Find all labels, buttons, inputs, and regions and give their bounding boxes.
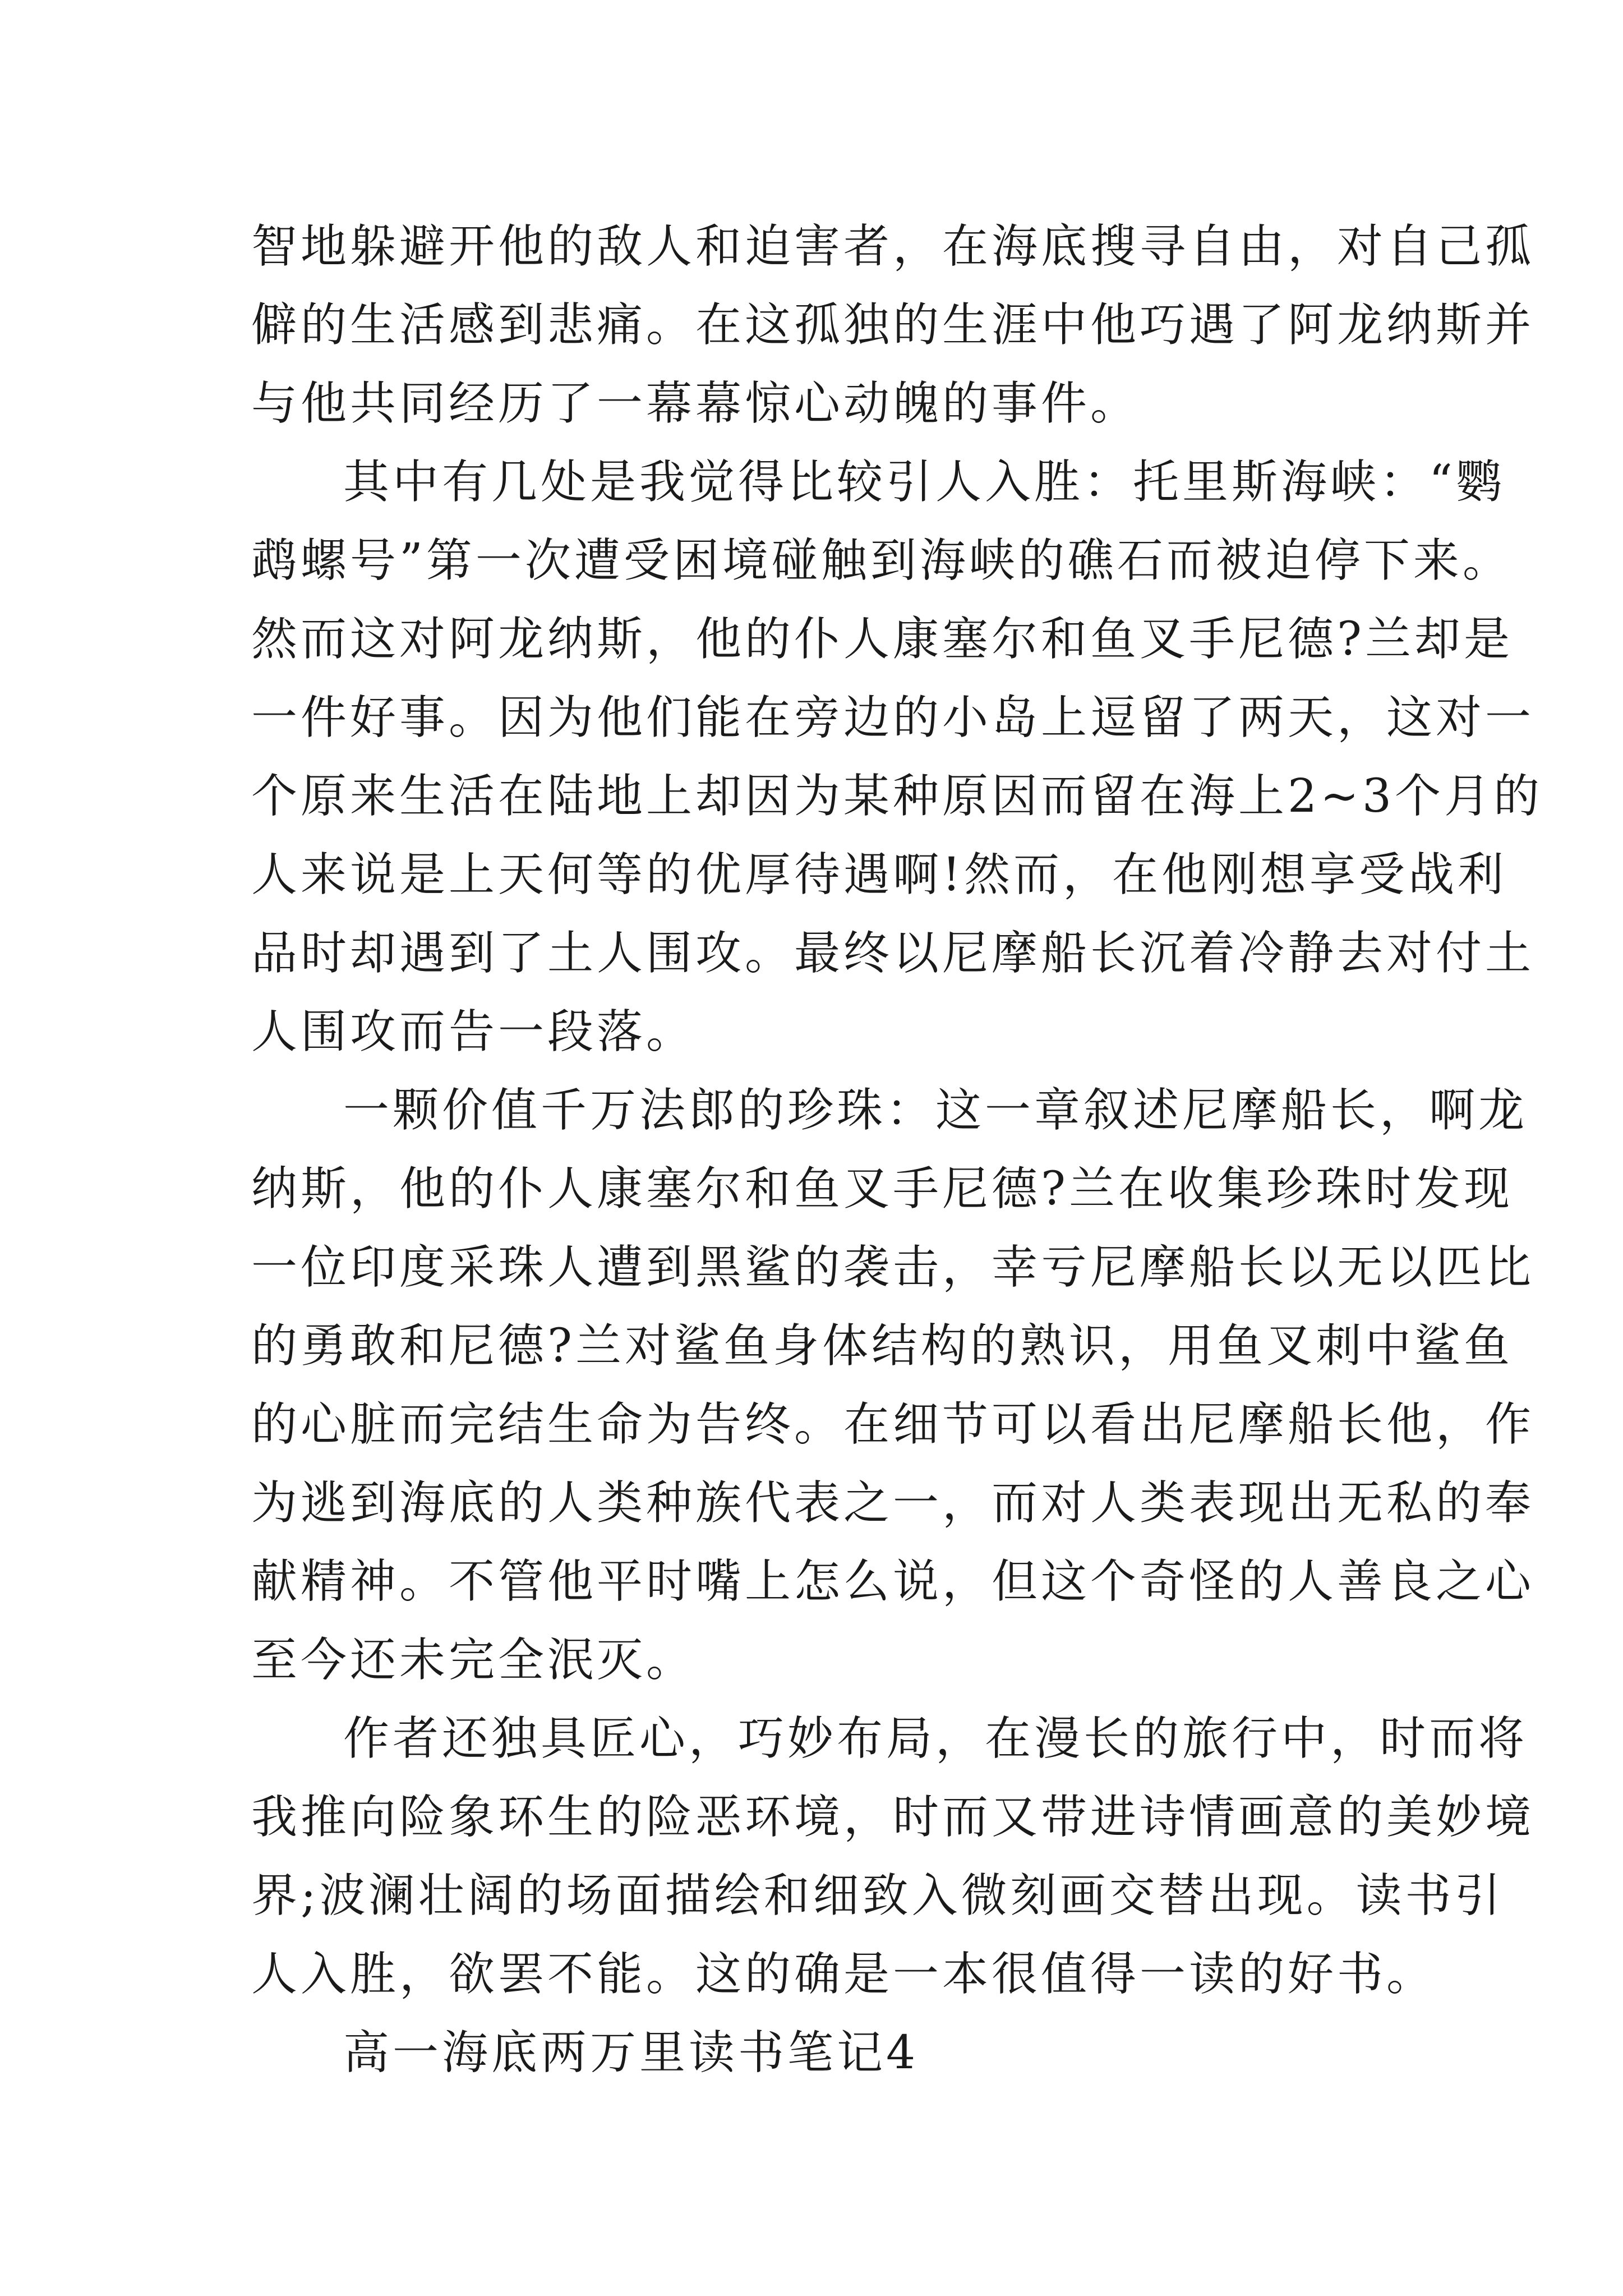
text-line: 与他共同经历了一幕幕惊心动魄的事件。 xyxy=(251,377,1140,430)
text-line: 为逃到海底的人类种族代表之一，而对人类表现出无私的奉 xyxy=(251,1476,1535,1530)
text-line: 我推向险象环生的险恶环境，时而又带进诗情画意的美妙境 xyxy=(251,1791,1535,1844)
text-line: 献精神。不管他平时嘴上怎么说，但这个奇怪的人善良之心 xyxy=(251,1555,1535,1608)
text-line: 至今还未完全泯灭。 xyxy=(251,1634,696,1687)
text-line: 人来说是上天何等的优厚待遇啊!然而，在他刚想享受战利 xyxy=(251,848,1507,901)
text-line: 的心脏而完结生命为告终。在细节可以看出尼摩船长他，作 xyxy=(251,1398,1535,1451)
text-line: 界;波澜壮阔的场面描绘和细致入微刻画交替出现。读书引 xyxy=(251,1869,1504,1922)
text-line: 人围攻而告一段落。 xyxy=(251,1005,696,1059)
text-line: 一颗价值千万法郎的珍珠：这一章叙述尼摩船长，啊龙 xyxy=(343,1084,1528,1137)
text-line: 个原来生活在陆地上却因为某种原因而留在海上2~3个月的 xyxy=(251,770,1543,823)
text-line: 其中有几处是我觉得比较引人入胜：托里斯海峡：“鹦 xyxy=(343,455,1505,509)
text-line: 一位印度采珠人遭到黑鲨的袭击，幸亏尼摩船长以无以匹比 xyxy=(251,1241,1535,1294)
text-line: 鹉螺号”第一次遭受困境碰触到海峡的礁石而被迫停下来。 xyxy=(251,534,1512,587)
text-line: 人入胜，欲罢不能。这的确是一本很值得一读的好书。 xyxy=(251,1948,1436,2001)
section-heading: 高一海底两万里读书笔记4 xyxy=(343,2026,919,2079)
text-line: 然而这对阿龙纳斯，他的仆人康塞尔和鱼叉手尼德?兰却是 xyxy=(251,613,1513,666)
text-line: 僻的生活感到悲痛。在这孤独的生涯中他巧遇了阿龙纳斯并 xyxy=(251,298,1535,352)
text-line: 的勇敢和尼德?兰对鲨鱼身体结构的熟识，用鱼叉刺中鲨鱼 xyxy=(251,1319,1513,1373)
text-line: 一件好事。因为他们能在旁边的小岛上逗留了两天，这对一 xyxy=(251,691,1535,744)
text-line: 纳斯，他的仆人康塞尔和鱼叉手尼德?兰在收集珍珠时发现 xyxy=(251,1162,1513,1216)
text-line: 作者还独具匠心，巧妙布局，在漫长的旅行中，时而将 xyxy=(343,1712,1528,1765)
text-line: 品时却遇到了土人围攻。最终以尼摩船长沉着冷静去对付土 xyxy=(251,927,1535,980)
body-text xyxy=(251,208,1543,2092)
text-line: 智地躲避开他的敌人和迫害者，在海底搜寻自由，对自己孤 xyxy=(251,220,1535,273)
